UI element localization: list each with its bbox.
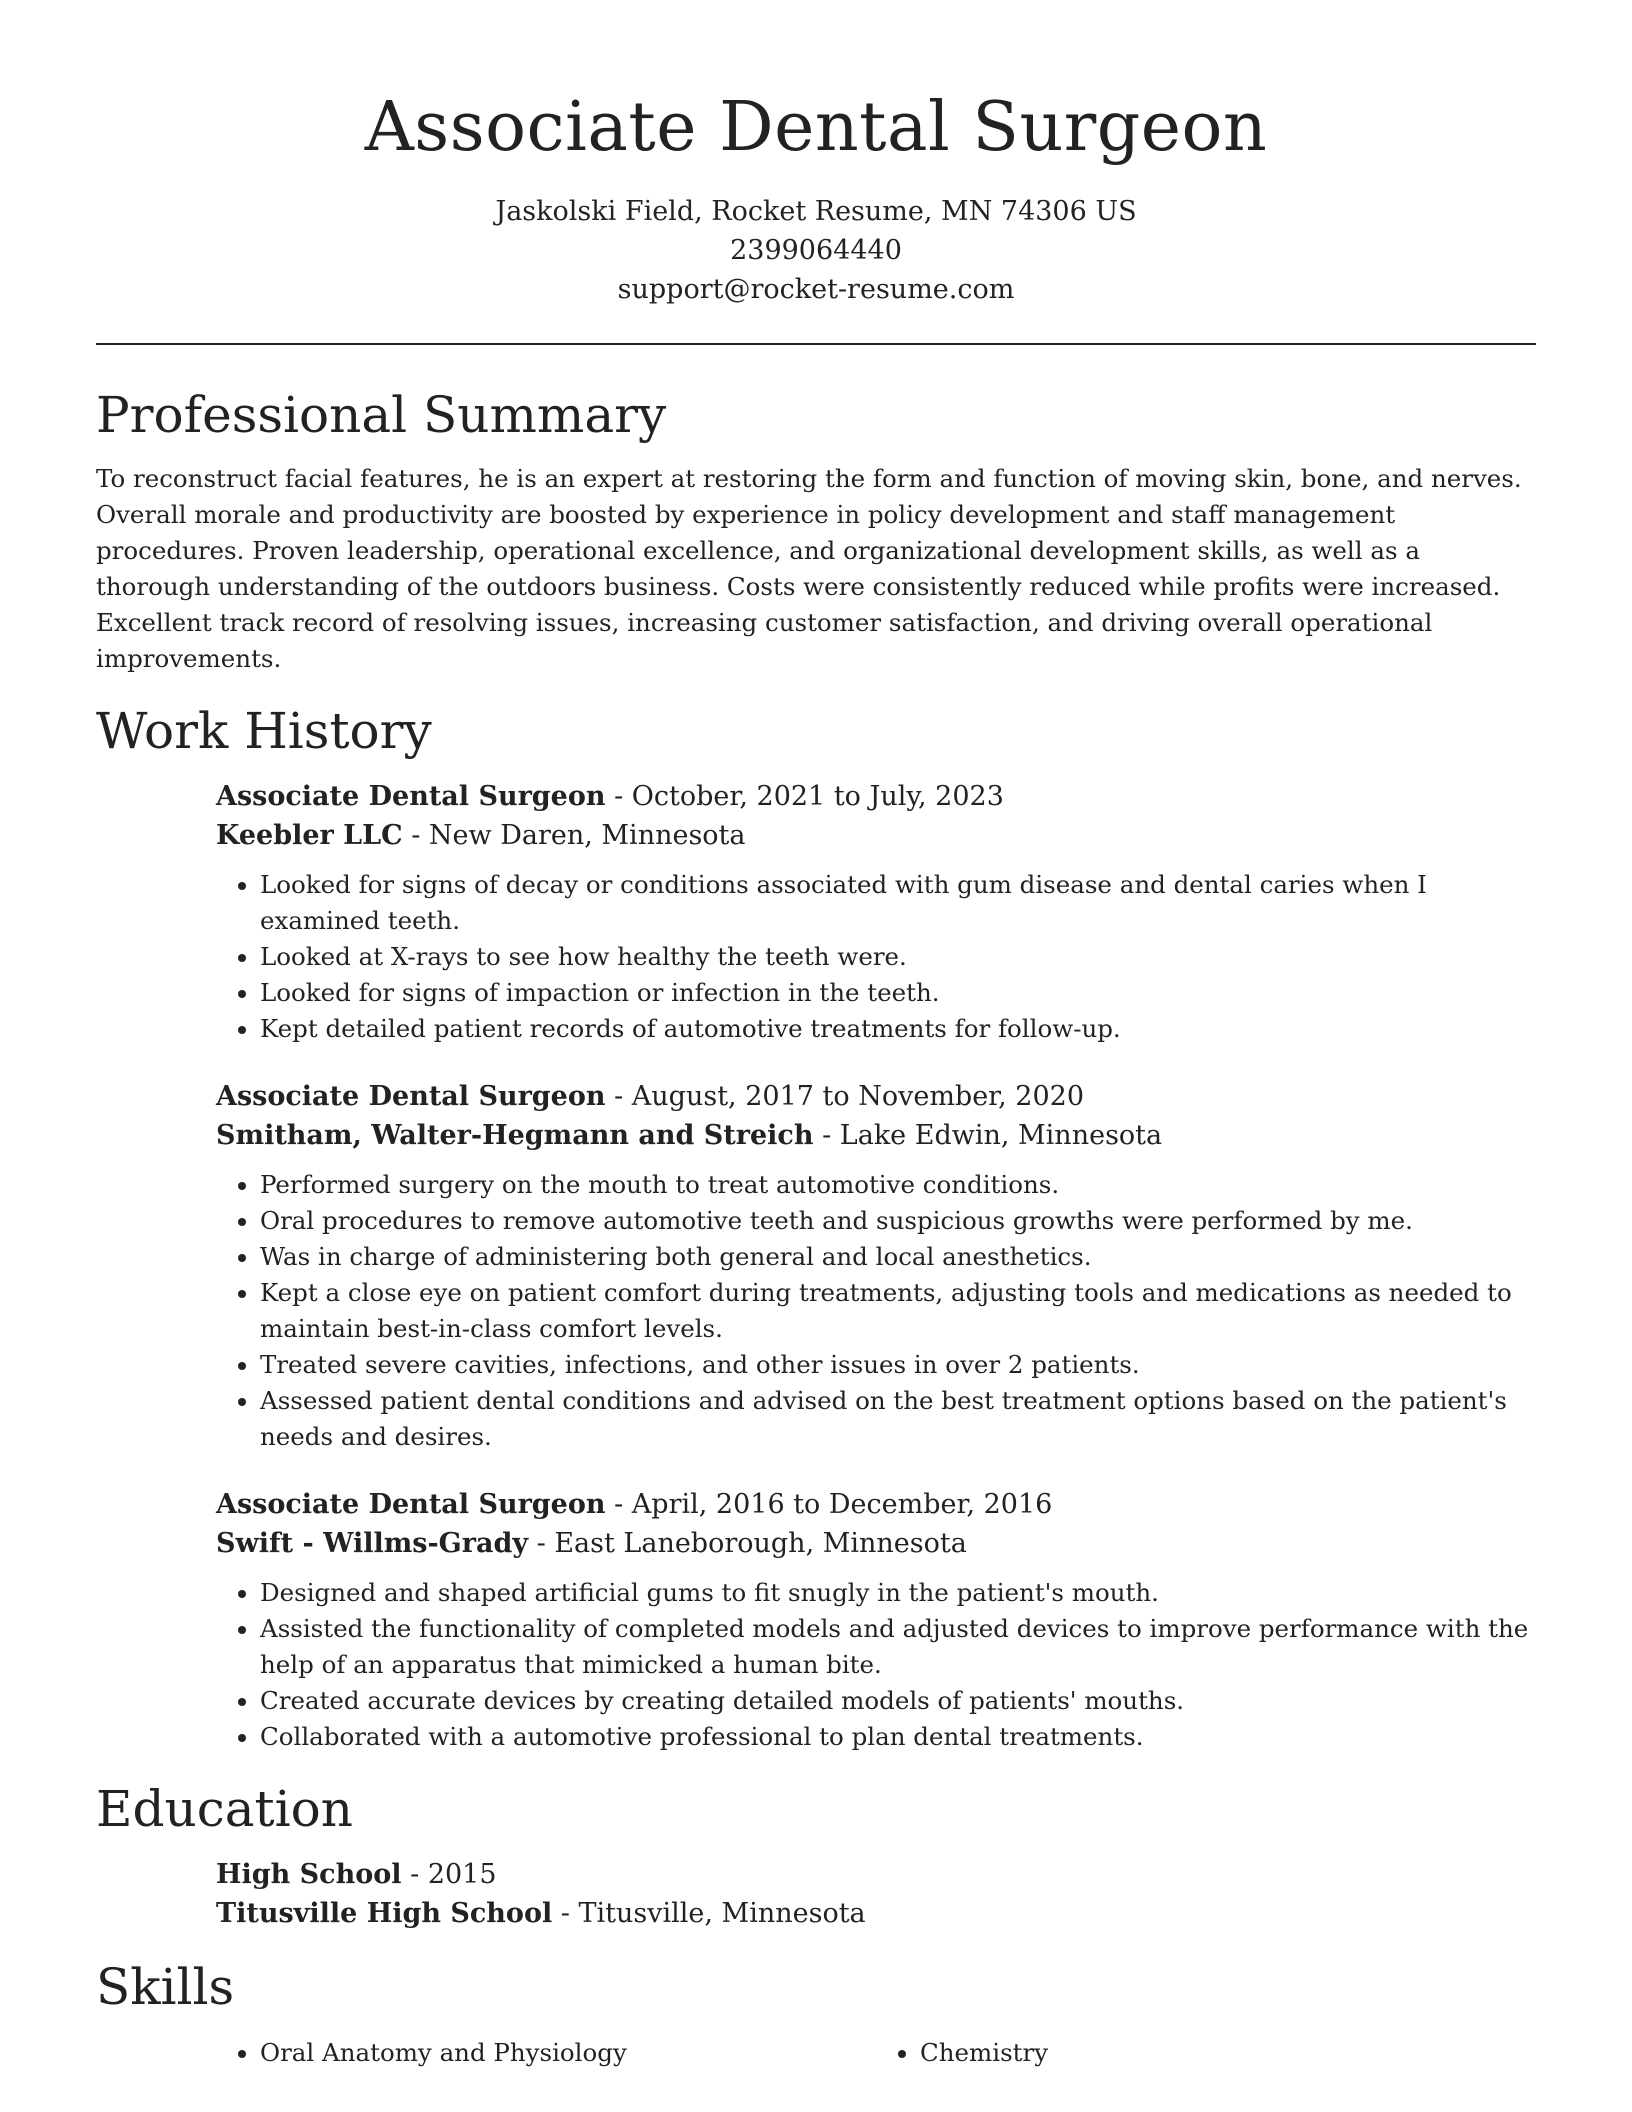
resume-header: [96, 0, 1536, 309]
header-divider: [96, 343, 1536, 345]
summary-text: To reconstruct facial features, he is an expert at restoring the form and function of moving skin, bone, and nerves. Overall morale and productivity are boosted by experience in policy development and staff management procedures. Proven leadership, operational excellence, and organizational development skills, as well as a thorough understanding of the outdoors business. Costs were consistently reduced while profits were increased. Excellent track record of resolving issues, increasing customer satisfaction, and driving overall operational improvements.: [96, 464, 1522, 673]
education-heading: Education: [96, 1780, 353, 1838]
work-history-section: [96, 699, 1536, 1755]
contact-email: support@rocket-resume.com: [617, 274, 1015, 305]
job-company-line: [216, 1116, 1536, 1155]
list-item: • Assisted the functionality of completed models and adjusted devices to improve performance with the help of an apparatus that mimicked a human bite.: [260, 1611, 1536, 1683]
job-company: Smitham, Walter-Hegmann and Streich: [216, 1120, 814, 1151]
skill-item: • Chemistry: [920, 2035, 1536, 2071]
education-entry: [216, 1855, 1536, 1933]
job-title-line: [216, 1077, 1536, 1116]
work-history-heading: Work History: [96, 702, 432, 760]
education-school-line: [216, 1894, 1536, 1933]
education-year: - 2015: [401, 1859, 497, 1890]
job-title-line: [216, 777, 1536, 816]
page-title: Associate Dental Surgeon: [364, 88, 1268, 167]
list-item: • Collaborated with a automotive professional to plan dental treatments.: [260, 1719, 1536, 1755]
job-location: - Lake Edwin, Minnesota: [813, 1120, 1163, 1151]
job-title: Associate Dental Surgeon: [216, 1081, 606, 1112]
education-location: - Titusville, Minnesota: [552, 1898, 866, 1929]
list-item: • Treated severe cavities, infections, and other issues in over 2 patients.: [260, 1347, 1536, 1383]
summary-heading: Professional Summary: [96, 386, 667, 444]
skills-column-left: [216, 2035, 876, 2071]
job-location: - East Laneborough, Minnesota: [528, 1528, 967, 1559]
job-dates: - April, 2016 to December, 2016: [605, 1489, 1053, 1520]
contact-phone: 2399064440: [730, 235, 902, 266]
job-company-line: [216, 816, 1536, 855]
job-bullets: [216, 867, 1536, 1047]
job-title: Associate Dental Surgeon: [216, 781, 606, 812]
job-location: - New Daren, Minnesota: [402, 820, 746, 851]
education-section: [96, 1777, 1536, 1933]
education-degree: High School: [216, 1859, 402, 1890]
skills-column-right: [876, 2035, 1536, 2071]
job-dates: - October, 2021 to July, 2023: [605, 781, 1004, 812]
education-school: Titusville High School: [216, 1898, 553, 1929]
list-item: • Designed and shaped artificial gums to fit snugly in the patient's mouth.: [260, 1575, 1536, 1611]
list-item: • Kept detailed patient records of automotive treatments for follow-up.: [260, 1011, 1536, 1047]
job-title-line: [216, 1485, 1536, 1524]
job-company: Keebler LLC: [216, 820, 403, 851]
job-entry: [216, 1077, 1536, 1455]
job-bullets: [216, 1575, 1536, 1755]
list-item: • Kept a close eye on patient comfort during treatments, adjusting tools and medications as needed to maintain best-in-class comfort levels.: [260, 1275, 1536, 1347]
list-item: • Looked for signs of decay or conditions associated with gum disease and dental caries when I examined teeth.: [260, 867, 1536, 939]
job-title: Associate Dental Surgeon: [216, 1489, 606, 1520]
skills-heading: Skills: [96, 1958, 235, 2016]
job-company-line: [216, 1524, 1536, 1563]
education-degree-line: [216, 1855, 1536, 1894]
skills-section: [96, 1955, 1536, 2071]
job-bullets: [216, 1167, 1536, 1455]
list-item: • Looked at X-rays to see how healthy the teeth were.: [260, 939, 1536, 975]
list-item: • Performed surgery on the mouth to treat automotive conditions.: [260, 1167, 1536, 1203]
skills-grid: [216, 2035, 1536, 2071]
summary-section: [96, 383, 1536, 677]
job-entry: [216, 1485, 1536, 1755]
list-item: • Was in charge of administering both general and local anesthetics.: [260, 1239, 1536, 1275]
contact-address: Jaskolski Field, Rocket Resume, MN 74306 US: [495, 196, 1137, 227]
job-company: Swift - Willms-Grady: [216, 1528, 529, 1559]
list-item: • Created accurate devices by creating detailed models of patients' mouths.: [260, 1683, 1536, 1719]
list-item: • Assessed patient dental conditions and advised on the best treatment options based on the patient's needs and desires.: [260, 1383, 1536, 1455]
job-dates: - August, 2017 to November, 2020: [605, 1081, 1084, 1112]
contact-block: [96, 192, 1536, 309]
list-item: • Oral procedures to remove automotive teeth and suspicious growths were performed by me.: [260, 1203, 1536, 1239]
job-entry: [216, 777, 1536, 1047]
list-item: • Looked for signs of impaction or infection in the teeth.: [260, 975, 1536, 1011]
skill-item: • Oral Anatomy and Physiology: [260, 2035, 876, 2071]
